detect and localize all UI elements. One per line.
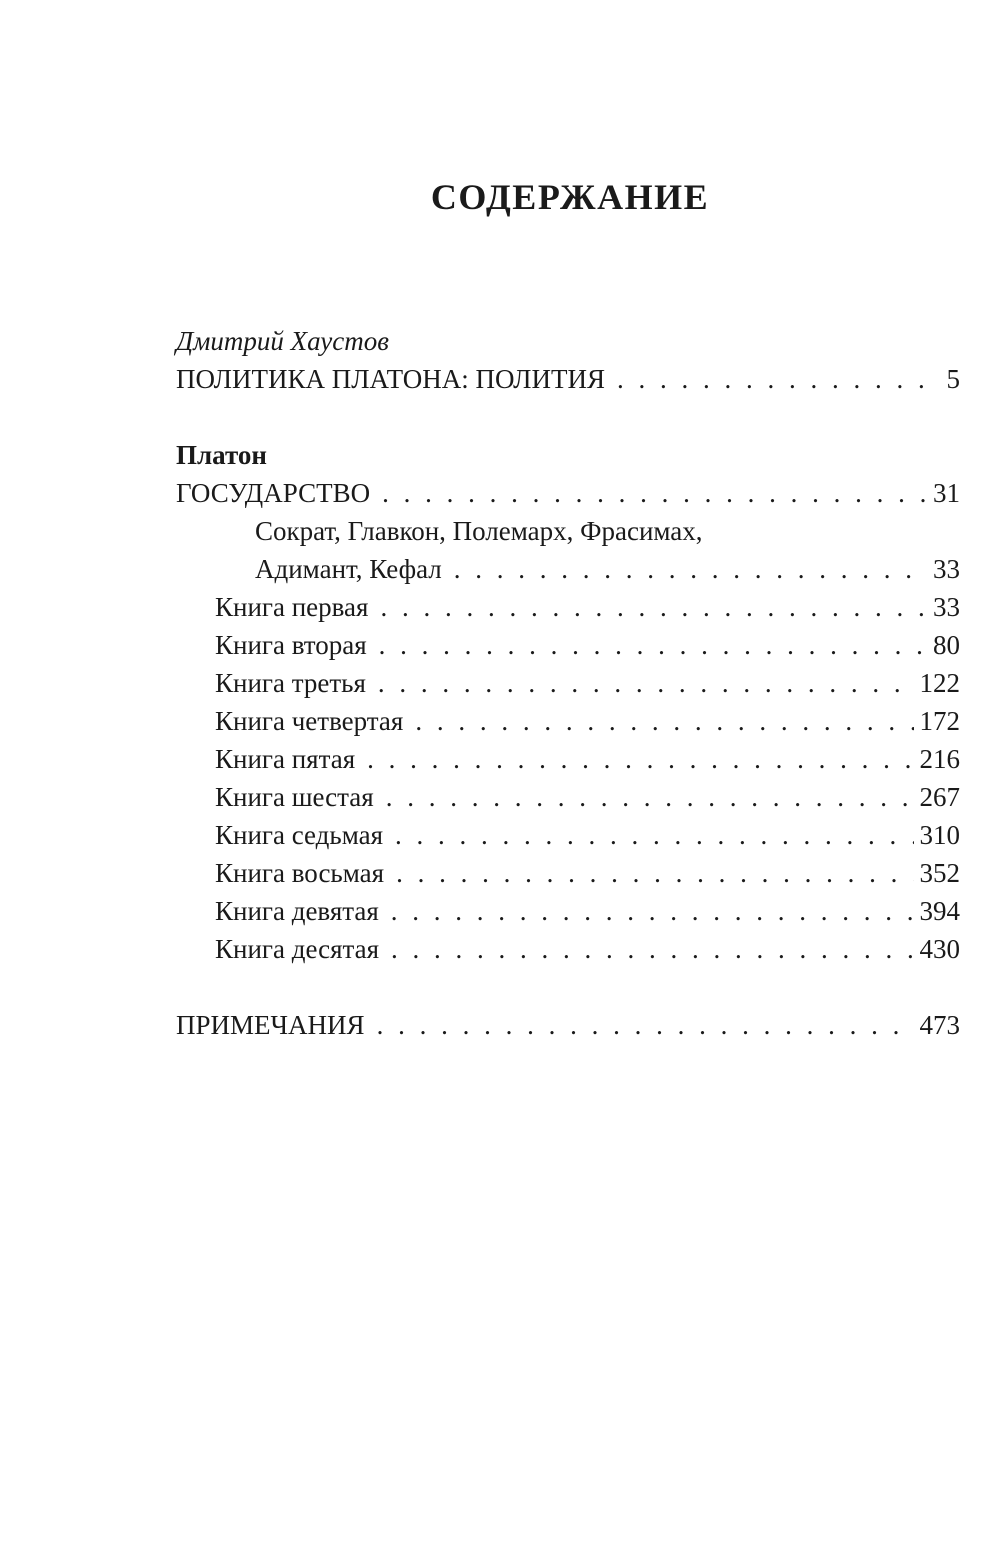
dot-leader <box>379 626 927 664</box>
toc-book-10 <box>215 930 960 968</box>
author-platon: Платон <box>176 440 267 470</box>
toc-entry-politika <box>176 360 960 398</box>
toc-book-6 <box>215 778 960 816</box>
toc-entry-label: Адимант, Кефал <box>255 554 442 584</box>
toc-entry-characters <box>255 550 960 588</box>
toc-entry-label: Книга восьмая <box>215 858 385 888</box>
toc-book-3 <box>215 664 960 702</box>
page-title: СОДЕРЖАНИЕ <box>430 177 710 217</box>
toc-entry-label: ГОСУДАРСТВО <box>176 478 371 508</box>
toc-entry-label: Книга третья <box>215 668 366 698</box>
toc-entry-label: Книга десятая <box>215 934 380 964</box>
dot-leader <box>395 816 913 854</box>
dot-leader <box>377 1006 914 1044</box>
toc-entry-label: Книга четвертая <box>215 706 404 736</box>
toc-characters-line1: Сократ, Главкон, Полемарх, Фрасимах, <box>255 516 703 546</box>
toc-entry-gosudarstvo <box>176 474 960 512</box>
dot-leader <box>391 892 914 930</box>
dot-leader <box>382 474 927 512</box>
dot-leader <box>617 360 941 398</box>
toc-entry-page: 172 <box>919 706 960 736</box>
toc-entry-label: Книга пятая <box>215 744 356 774</box>
toc-entry-label: ПРИМЕЧАНИЯ <box>176 1010 365 1040</box>
toc-entry-page: 430 <box>919 934 960 964</box>
toc-entry-page: 31 <box>933 478 960 508</box>
toc-entry-page: 216 <box>919 744 960 774</box>
toc-entry-page: 267 <box>919 782 960 812</box>
toc-entry-notes <box>176 1006 960 1044</box>
author-khaustov: Дмитрий Хаустов <box>176 326 389 356</box>
dot-leader <box>391 930 913 968</box>
toc-book-4 <box>215 702 960 740</box>
dot-leader <box>386 778 914 816</box>
toc-entry-page: 473 <box>919 1010 960 1040</box>
toc-entry-page: 80 <box>933 630 960 660</box>
toc-entry-page: 33 <box>933 592 960 622</box>
dot-leader <box>396 854 913 892</box>
dot-leader <box>380 588 927 626</box>
toc-entry-page: 394 <box>919 896 960 926</box>
toc-book-5 <box>215 740 960 778</box>
toc-entry-label: ПОЛИТИКА ПЛАТОНА: ПОЛИТИЯ <box>176 364 605 394</box>
toc-book-9 <box>215 892 960 930</box>
toc-entry-page: 352 <box>919 858 960 888</box>
toc-book-8 <box>215 854 960 892</box>
toc-entry-page: 310 <box>919 820 960 850</box>
toc-entry-label: Книга девятая <box>215 896 379 926</box>
toc-book-2 <box>215 626 960 664</box>
dot-leader <box>454 550 927 588</box>
dot-leader <box>415 702 913 740</box>
toc-book-1 <box>215 588 960 626</box>
toc-entry-label: Книга первая <box>215 592 369 622</box>
toc-entry-page: 33 <box>933 554 960 584</box>
toc-entry-label: Книга вторая <box>215 630 367 660</box>
dot-leader <box>378 664 914 702</box>
toc-entry-page: 5 <box>946 364 960 394</box>
toc-entry-page: 122 <box>919 668 960 698</box>
toc-entry-label: Книга шестая <box>215 782 374 812</box>
toc-entry-label: Книга седьмая <box>215 820 384 850</box>
toc-book-7 <box>215 816 960 854</box>
dot-leader <box>367 740 913 778</box>
